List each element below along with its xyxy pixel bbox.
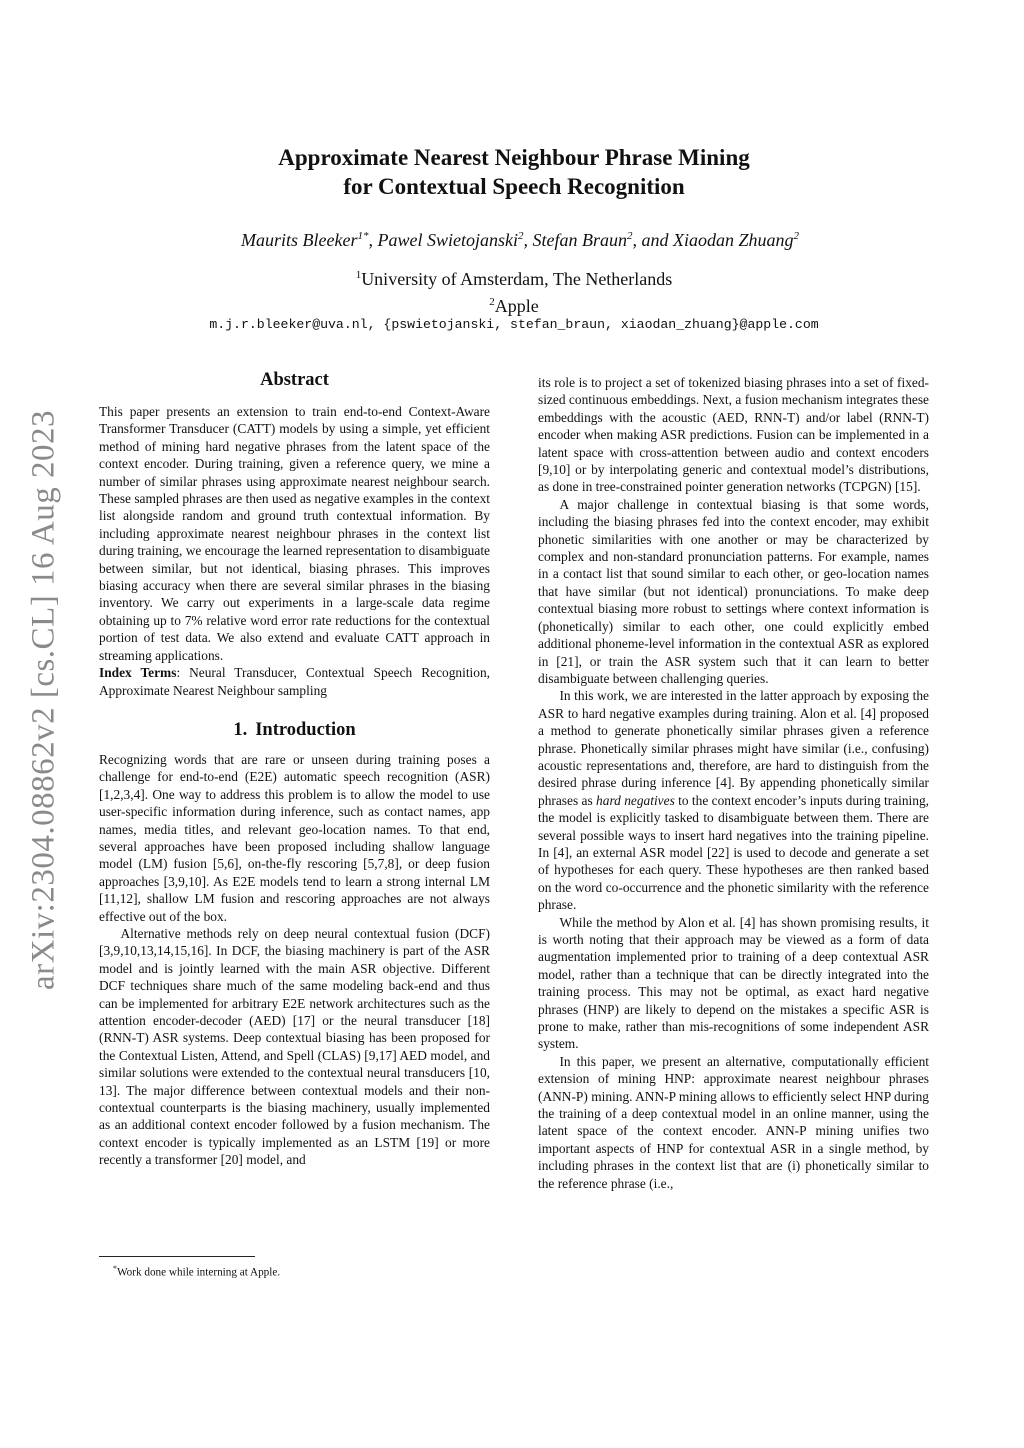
author-4: , and Xiaodan Zhuang	[632, 230, 794, 250]
title-line-2: for Contextual Speech Recognition	[343, 174, 685, 199]
affiliation-2-mark: 2	[489, 296, 495, 308]
paragraph-5-part-a: In this work, we are interested in the latter approach by exposing the ASR to hard negative examples during training. Alon et al. [4] proposed a method to generate phonetically similar phrases given a reference phrase. Phonetically similar phrases might have similar (i.e., confusing) acoustic representations and, therefore, are hard to distinguish from the desired phrase during inference [4]. By appending phonetically similar phrases as	[538, 688, 929, 808]
left-column	[99, 366, 490, 1169]
index-terms-label: Index Terms	[99, 665, 177, 681]
intro-paragraph-2: Alternative methods rely on deep neural contextual fusion (DCF) [3,9,10,13,14,15,16]. In DCF, the biasing machinery is part of the ASR model and is jointly learned with the main ASR objective. Different DCF techniques share much of the same modeling back-end and thus can be implemented for arbitrary E2E network architectures such as the attention encoder-decoder (AED) [17] or the neural transducer [18] (RNN-T) ASR systems. Deep contextual biasing has been proposed for the Contextual Listen, Attend, and Spell (CLAS) [9,17] AED model, and similar solutions were extended to the contextual neural transducers [10, 13]. The major difference between contextual models and their non-contextual counterparts is the biasing machinery, usually implemented as an additional context encoder followed by a fusion mechanism. The context encoder is typically implemented as an LSTM [19] or more recently a transformer [20] model, and	[99, 925, 490, 1168]
author-emails: m.j.r.bleeker@uva.nl, {pswietojanski, stefan_braun, xiaodan_zhuang}@apple.com	[209, 317, 819, 332]
arxiv-identifier: arXiv:2304.08862v2 [cs.CL] 16 Aug 2023	[25, 410, 62, 990]
footnote-divider	[99, 1256, 255, 1257]
section-heading-introduction	[99, 718, 490, 742]
author-list	[100, 224, 940, 252]
intro-paragraph-4: A major challenge in contextual biasing is that some words, including the biasing phrases fed into the context encoder, may exhibit phonetic similarities with one another or may be characterized by complex and non-standard pronunciation patterns. For example, names in a contact list that sound similar to each other, or geo-location names that have similar (but not identical) pronunciations. To make deep contextual biasing more robust to settings where context information is (phonetically) similar to each other, one could explicitly embed additional phoneme-level information in the contextual ASR as explored in [21], or train the ASR system such that it can learn to better disambiguate between challenging queries.	[538, 496, 929, 686]
affiliation-1-mark: 1	[355, 269, 362, 281]
intro-paragraph-6: While the method by Alon et al. [4] has shown promising results, it is worth noting that their approach may be viewed as a form of data augmentation implemented prior to training of a deep contextual ASR model, rather than a technique that can be directly integrated into the training process. This may not be optimal, as exact hard negative phrases (HNP) are likely to depend on the mistakes a specific ASR is prone to make, rather than mis-recognitions of some independent ASR system.	[538, 914, 929, 1052]
index-terms	[99, 664, 490, 699]
right-column	[538, 374, 929, 1192]
footnote	[113, 1262, 493, 1280]
affiliation-2-text: Apple	[494, 296, 539, 316]
affiliation-2	[100, 291, 928, 318]
intro-paragraph-5	[538, 687, 929, 913]
footnote-text: Work done while interning at Apple.	[117, 1266, 281, 1279]
title-line-1: Approximate Nearest Neighbour Phrase Mining	[278, 145, 750, 170]
author-1: Maurits Bleeker	[241, 230, 358, 250]
author-2-mark: 2	[517, 230, 524, 242]
hard-negatives-term: hard negatives	[596, 792, 675, 808]
intro-paragraph-1: Recognizing words that are rare or unseen during training poses a challenge for end-to-end (E2E) automatic speech recognition (ASR) [1,2,3,4]. One way to address this problem is to allow the model to use user-specific information during inference, such as contact names, app names, media titles, and relevant geo-location names. To that end, several approaches have been proposed including shallow language model (LM) fusion [5,6], on-the-fly rescoring [5,7,8], or deep fusion approaches [3,9,10]. As E2E models tend to learn a strong internal LM [11,12], shallow LM fusion and rescoring approaches are not always effective out of the box.	[99, 751, 490, 924]
index-terms-text: : Neural Transducer, Contextual Speech Recognition, Approximate Nearest Neighbour sampling	[99, 665, 490, 698]
author-3-mark: 2	[626, 230, 633, 242]
author-1-mark: 1*	[357, 230, 369, 242]
author-2: , Pawel Swietojanski	[368, 230, 518, 250]
section-number: 1.	[233, 719, 248, 740]
section-title: Introduction	[255, 719, 356, 740]
author-3: , Stefan Braun	[523, 230, 627, 250]
footnote-mark: *	[113, 1264, 117, 1273]
paper-title	[100, 143, 928, 201]
affiliations	[100, 264, 928, 318]
author-4-mark: 2	[793, 230, 799, 242]
affiliation-1-text: University of Amsterdam, The Netherlands	[361, 269, 673, 289]
abstract-text: This paper presents an extension to train end-to-end Context-Aware Transformer Transducer (CATT) models by using a simple, yet efficient method of mining hard negative phrases from the latent space of the context encoder. During training, given a reference query, we mine a number of similar phrases using approximate nearest neighbour search. These sampled phrases are then used as negative examples in the context list alongside random and ground truth contextual information. By including approximate nearest neighbour phrases in the context list during training, we encourage the learned representation to disambiguate between similar, but not identical, biasing phrases. This improves biasing accuracy when there are several similar phrases in the biasing inventory. We carry out experiments in a large-scale data regime obtaining up to 7% relative word error rate reductions for the contextual portion of test data. We also extend and evaluate CATT approach in streaming applications.	[99, 404, 490, 663]
affiliation-1	[100, 264, 928, 291]
intro-paragraph-7: In this paper, we present an alternative, computationally efficient extension of mining HNP: approximate nearest neighbour phrases (ANN-P) mining. ANN-P mining allows to efficiently select HNP during the training of a deep contextual model in an online manner, using the latent space of the context encoder. ANN-P mining unifies two important aspects of HNP for contextual ASR in a single method, by including phrases in the context list that are (i) phonetically similar to the reference phrase (i.e.,	[538, 1053, 929, 1191]
intro-paragraph-3: its role is to project a set of tokenized biasing phrases into a set of fixed-sized continuous embeddings. Next, a fusion mechanism integrates these embeddings with the acoustic (AED, RNN-T) and/or label (RNN-T) encoder when making ASR predictions. Fusion can be implemented in a latent space with cross-attention between audio and context encoders [9,10] or by interpolating generic and contextual model’s distributions, as done in tree-constrained pointer generation networks (TCPGN) [15].	[538, 375, 929, 495]
paragraph-5-part-b: to the context encoder’s inputs during training, the model is explicitly tasked to disambiguate between them. There are several possible ways to insert hard negatives into the training pipeline. In [4], an external ASR model [22] is used to decode and generate a set of hypotheses for each query. These hypotheses are then ranked based on the word co-occurrence and the phonetic similarity with the reference phrase.	[538, 792, 930, 913]
abstract-heading: Abstract	[260, 370, 329, 390]
